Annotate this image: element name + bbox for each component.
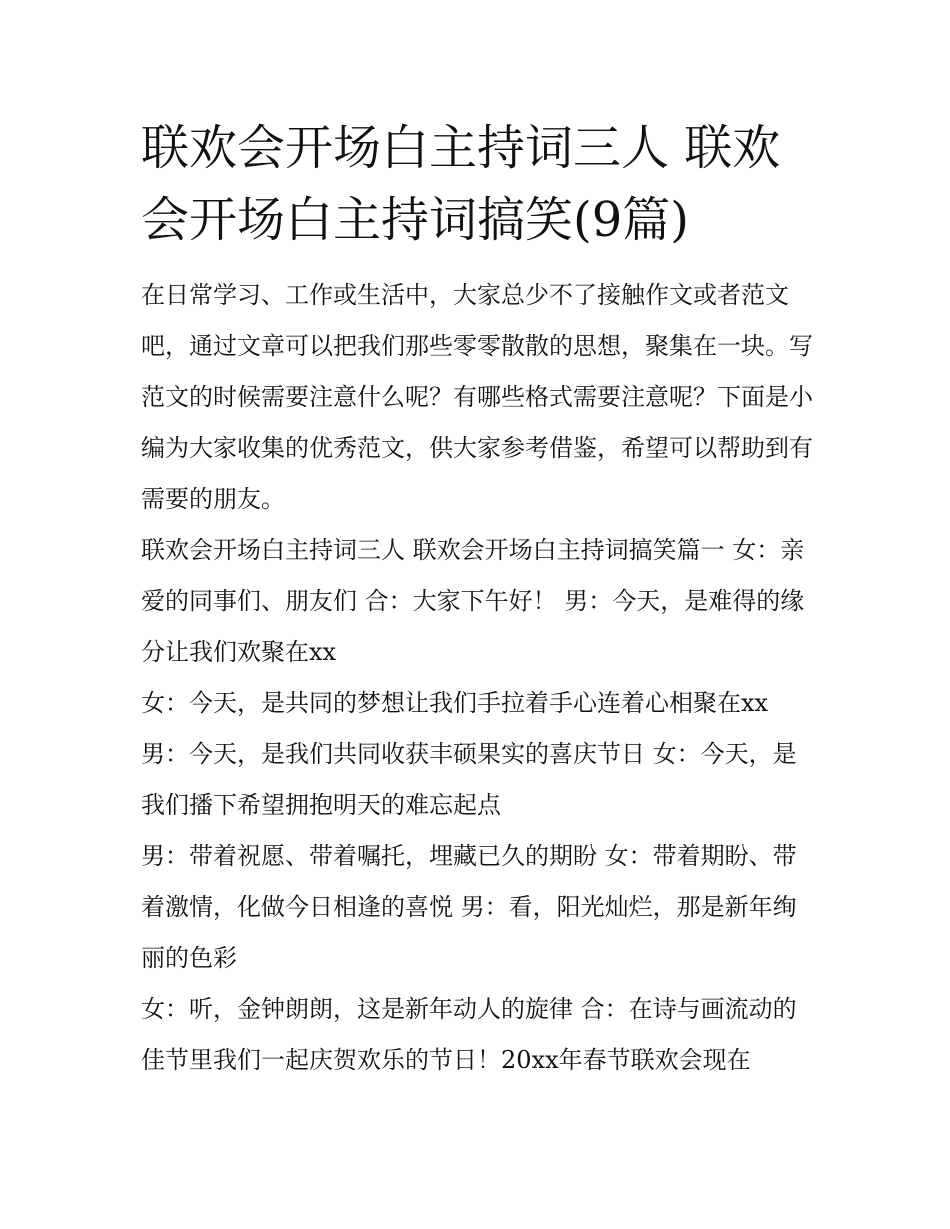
document-title: 联欢会开场白主持词三人 联欢会开场白主持词搞笑(9篇) [141, 120, 781, 248]
paragraph-male-2: 男：带着祝愿、带着嘱托，埋藏已久的期盼 女：带着期盼、带着激情，化做今日相逢的喜悦 男：看，阳光灿烂，那是新年绚丽的色彩 [141, 842, 797, 972]
paragraph-female-2: 女：听，金钟朗朗，这是新年动人的旋律 合：在诗与画流动的佳节里我们一起庆贺欢乐的节日！20xx年春节联欢会现在 [141, 995, 797, 1074]
paragraph-male-1: 男：今天，是我们共同收获丰硕果实的喜庆节日 女：今天，是我们播下希望拥抱明天的难忘起点 [141, 740, 797, 819]
paragraph-intro: 在日常学习、工作或生活中，大家总少不了接触作文或者范文吧，通过文章可以把我们那些零零散散的思想，聚集在一块。写范文的时候需要注意什么呢？有哪些格式需要注意呢？下面是小编为大家收集的优秀范文，供大家参考借鉴，希望可以帮助到有需要的朋友。 [141, 281, 813, 513]
paragraph-opening: 联欢会开场白主持词三人 联欢会开场白主持词搞笑篇一 女：亲爱的同事们、朋友们 合：大家下午好！ 男：今天，是难得的缘分让我们欢聚在xx [141, 536, 805, 666]
document-body [141, 270, 817, 1086]
document-page [141, 112, 817, 1086]
paragraph-female-1: 女：今天，是共同的梦想让我们手拉着手心连着心相聚在xx [141, 689, 769, 717]
